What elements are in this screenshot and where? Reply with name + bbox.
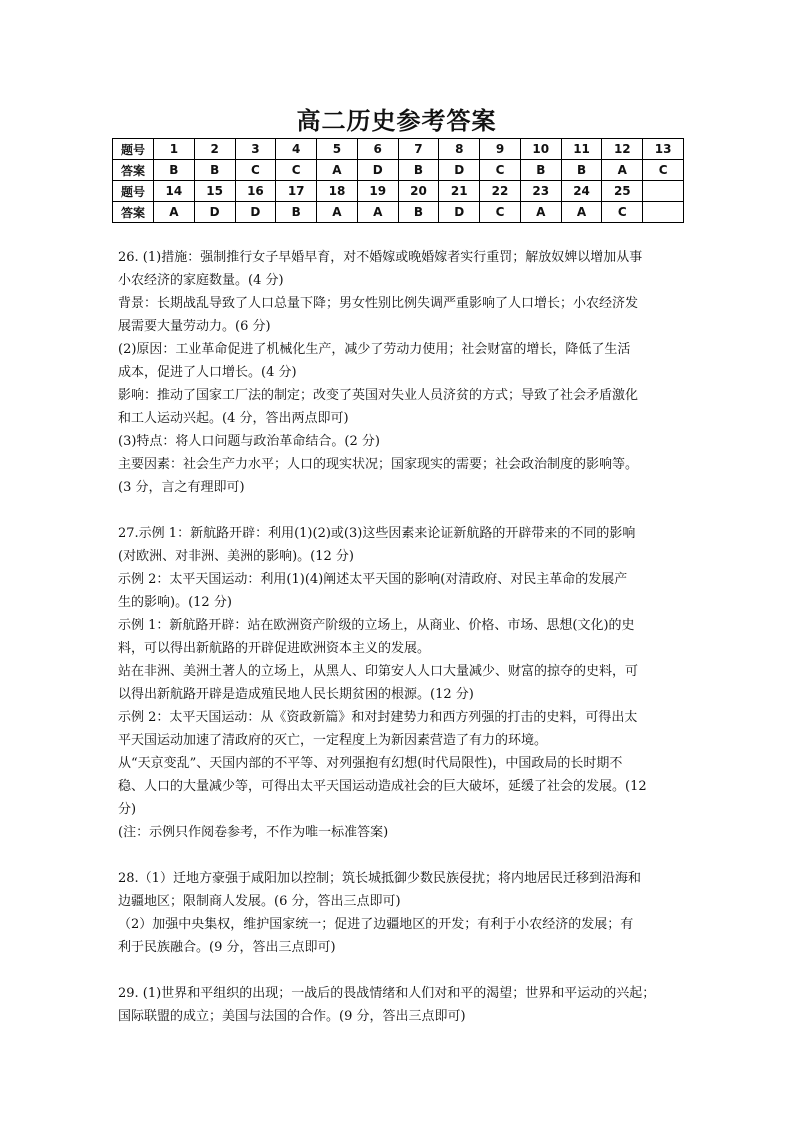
answer-line: 背景：长期战乱导致了人口总量下降；男女性别比例失调严重影响了人口增长；小农经济发 bbox=[118, 296, 639, 311]
answer-cell: 5 bbox=[317, 139, 358, 160]
answer-line: (3)特点：将人口问题与政治革命结合。(2 分) bbox=[118, 434, 380, 449]
answer-table-row bbox=[113, 181, 684, 202]
answer-cell: A bbox=[357, 202, 398, 223]
answer-line: (注：示例只作阅卷参考，不作为唯一标准答案) bbox=[118, 825, 389, 840]
answer-cell: 9 bbox=[480, 139, 521, 160]
answer-line: 27.示例 1：新航路开辟：利用(1)(2)或(3)这些因素来论证新航路的开辟带来的不同的影响 bbox=[118, 526, 636, 541]
answer-line: (对欧洲、对非洲、美洲的影响)。(12 分) bbox=[118, 549, 354, 564]
answer-cell: A bbox=[561, 202, 602, 223]
answer-cell: B bbox=[561, 160, 602, 181]
answer-line: 示例 2：太平天国运动：利用(1)(4)阐述太平天国的影响(对清政府、对民主革命的发展产 bbox=[118, 572, 628, 587]
answer-cell bbox=[643, 181, 684, 202]
answer-table-row bbox=[113, 139, 684, 160]
answer-cell: 16 bbox=[235, 181, 276, 202]
answer-cell: C bbox=[276, 160, 317, 181]
answer-line: 成本，促进了人口增长。(4 分) bbox=[118, 365, 297, 380]
answer-line: 26. (1)措施：强制推行女子早婚早育，对不婚嫁或晚婚嫁者实行重罚；解放奴婢以增加从事 bbox=[118, 250, 643, 265]
answer-line: 从“天京变乱”、天国内部的不平等、对列强抱有幻想(时代局限性)，中国政局的长时期不 bbox=[118, 756, 623, 771]
answer-cell: 22 bbox=[480, 181, 521, 202]
answer-cell: 8 bbox=[439, 139, 480, 160]
answer-cell: B bbox=[520, 160, 561, 181]
answer-cell: A bbox=[154, 202, 195, 223]
answer-cell bbox=[643, 202, 684, 223]
answer-line: 稳、人口的大量减少等，可得出太平天国运动造成社会的巨大破坏，延缓了社会的发展。(12 bbox=[118, 779, 647, 794]
answer-line: 示例 2：太平天国运动：从《资政新篇》和对封建势力和西方列强的打击的史料，可得出太 bbox=[118, 710, 638, 725]
answer-cell: B bbox=[398, 160, 439, 181]
answer-cell: A bbox=[602, 160, 643, 181]
answer-cell: 15 bbox=[194, 181, 235, 202]
answer-table-row bbox=[113, 160, 684, 181]
answer-line: 站在非洲、美洲土著人的立场上，从黑人、印第安人人口大量减少、财富的掠夺的史料，可 bbox=[118, 664, 639, 679]
answer-cell: D bbox=[439, 160, 480, 181]
answer-cell: C bbox=[480, 202, 521, 223]
row-header-cell: 答案 bbox=[113, 202, 154, 223]
answer-line: 利于民族融合。(9 分，答出三点即可) bbox=[118, 940, 336, 955]
answer-line: 28.（1）迁地方豪强于咸阳加以控制；筑长城抵御少数民族侵扰；将内地居民迁移到沿海和 bbox=[118, 871, 641, 886]
answer-cell: 6 bbox=[357, 139, 398, 160]
answer-cell: A bbox=[520, 202, 561, 223]
answer-cell: 23 bbox=[520, 181, 561, 202]
answer-cell: A bbox=[317, 202, 358, 223]
paragraph-gap bbox=[118, 959, 678, 982]
answer-cell: 14 bbox=[154, 181, 195, 202]
answer-cell: 17 bbox=[276, 181, 317, 202]
answer-cell: 2 bbox=[194, 139, 235, 160]
answer-text bbox=[118, 246, 678, 1028]
answer-cell: A bbox=[317, 160, 358, 181]
answer-cell: 4 bbox=[276, 139, 317, 160]
answer-line: 29. (1)世界和平组织的出现；一战后的畏战情绪和人们对和平的渴望；世界和平运动的兴起； bbox=[118, 986, 656, 1001]
answer-line: 小农经济的家庭数量。(4 分) bbox=[118, 273, 284, 288]
answer-line: 国际联盟的成立；美国与法国的合作。(9 分，答出三点即可) bbox=[118, 1009, 466, 1024]
answer-cell: 13 bbox=[643, 139, 684, 160]
answer-line: 平天国运动加速了清政府的灭亡，一定程度上为新因素营造了有力的环境。 bbox=[118, 733, 548, 748]
answer-cell: B bbox=[398, 202, 439, 223]
paragraph-gap bbox=[118, 844, 678, 867]
answer-cell: 20 bbox=[398, 181, 439, 202]
answer-line: 以得出新航路开辟是造成殖民地人民长期贫困的根源。(12 分) bbox=[118, 687, 474, 702]
answer-line: 料，可以得出新航路的开辟促进欧洲资本主义的发展。 bbox=[118, 641, 431, 656]
answer-cell: C bbox=[480, 160, 521, 181]
answer-cell: B bbox=[154, 160, 195, 181]
answer-cell: 1 bbox=[154, 139, 195, 160]
answer-line: 展需要大量劳动力。(6 分) bbox=[118, 319, 271, 334]
answer-cell: C bbox=[602, 202, 643, 223]
row-header-cell: 题号 bbox=[113, 139, 154, 160]
answer-line: 和工人运动兴起。(4 分，答出两点即可) bbox=[118, 411, 349, 426]
row-header-cell: 答案 bbox=[113, 160, 154, 181]
answer-cell: 3 bbox=[235, 139, 276, 160]
answer-cell: 11 bbox=[561, 139, 602, 160]
paragraph-gap bbox=[118, 499, 678, 522]
answer-cell: D bbox=[194, 202, 235, 223]
answer-cell: 18 bbox=[317, 181, 358, 202]
answer-cell: B bbox=[276, 202, 317, 223]
answer-cell: 7 bbox=[398, 139, 439, 160]
answer-cell: D bbox=[235, 202, 276, 223]
answer-cell: 12 bbox=[602, 139, 643, 160]
answer-table-row bbox=[113, 202, 684, 223]
answer-cell: C bbox=[643, 160, 684, 181]
answer-line: 主要因素：社会生产力水平；人口的现实状况；国家现实的需要；社会政治制度的影响等。 bbox=[118, 457, 639, 472]
answer-line: (2)原因：工业革命促进了机械化生产，减少了劳动力使用；社会财富的增长，降低了生活 bbox=[118, 342, 631, 357]
answer-line: (3 分，言之有理即可) bbox=[118, 480, 245, 495]
answer-cell: D bbox=[357, 160, 398, 181]
answer-line: 生的影响)。(12 分) bbox=[118, 595, 232, 610]
answer-cell: 25 bbox=[602, 181, 643, 202]
row-header-cell: 题号 bbox=[113, 181, 154, 202]
page-title: 高二历史参考答案 bbox=[296, 107, 497, 135]
answer-cell: D bbox=[439, 202, 480, 223]
answer-line: （2）加强中央集权，维护国家统一；促进了边疆地区的开发；有利于小农经济的发展；有 bbox=[118, 917, 634, 932]
answer-line: 示例 1：新航路开辟：站在欧洲资产阶级的立场上，从商业、价格、市场、思想(文化)的史 bbox=[118, 618, 635, 633]
answer-line: 分) bbox=[118, 802, 137, 817]
answer-cell: 19 bbox=[357, 181, 398, 202]
answer-cell: B bbox=[194, 160, 235, 181]
answer-line: 影响：推动了国家工厂法的制定；改变了英国对失业人员济贫的方式；导致了社会矛盾激化 bbox=[118, 388, 639, 403]
answer-cell: 21 bbox=[439, 181, 480, 202]
answer-table bbox=[112, 138, 684, 223]
answer-cell: 10 bbox=[520, 139, 561, 160]
answer-line: 边疆地区；限制商人发展。(6 分，答出三点即可) bbox=[118, 894, 401, 909]
answer-cell: 24 bbox=[561, 181, 602, 202]
answer-cell: C bbox=[235, 160, 276, 181]
